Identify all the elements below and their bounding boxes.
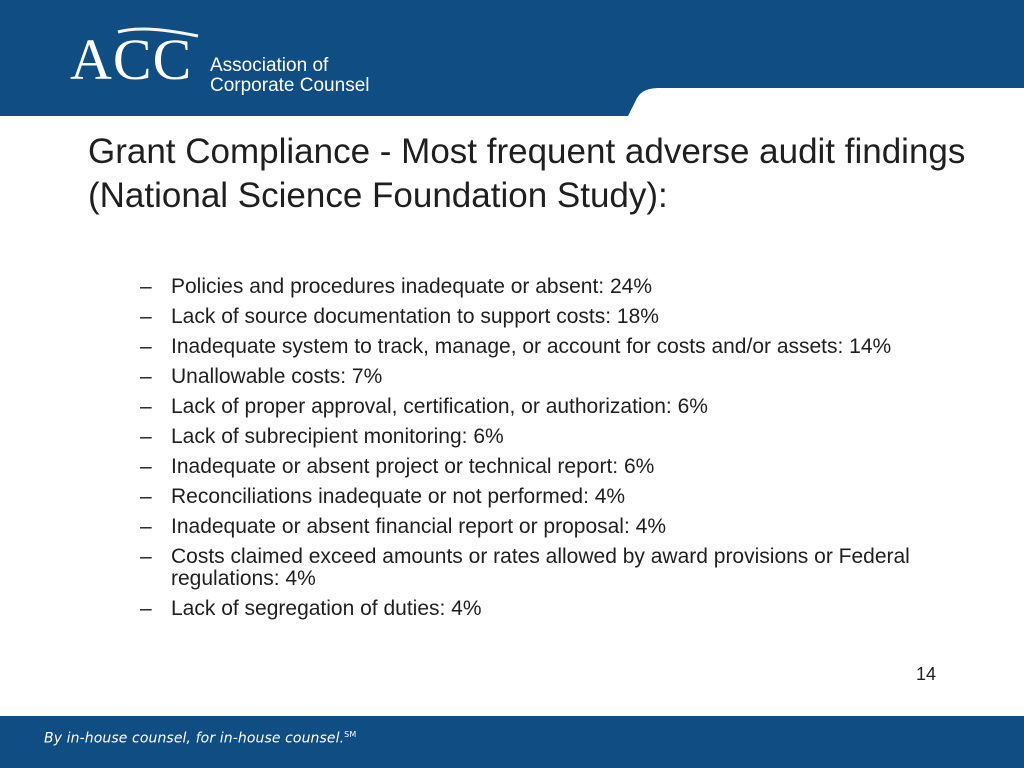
dash: – xyxy=(140,275,152,298)
bullet-text: Lack of proper approval, certification, or authorization: 6% xyxy=(171,395,708,418)
bullet-text: Lack of source documentation to support costs: 18% xyxy=(171,305,659,328)
bullet-item xyxy=(140,366,920,388)
bullet-text: Lack of segregation of duties: 4% xyxy=(171,597,482,620)
dash: – xyxy=(140,597,152,620)
org-name-line2: Corporate Counsel xyxy=(210,75,370,96)
tagline-text: By in-house counsel, for in-house counsel. xyxy=(44,730,345,747)
logo-text: ACC xyxy=(70,27,193,92)
bullet-item xyxy=(140,516,920,538)
dash: – xyxy=(140,545,152,568)
bullet-item xyxy=(140,276,920,298)
dash: – xyxy=(140,305,152,328)
dash: – xyxy=(140,455,152,478)
dash: – xyxy=(140,365,152,388)
bullet-item xyxy=(140,546,920,590)
bullet-item xyxy=(140,336,920,358)
bullet-text: Inadequate system to track, manage, or account for costs and/or assets: 14% xyxy=(171,335,892,358)
bullet-text: Unallowable costs: 7% xyxy=(171,365,383,388)
bullet-item xyxy=(140,486,920,508)
dash: – xyxy=(140,515,152,538)
service-mark: SM xyxy=(344,730,357,739)
bullet-item xyxy=(140,306,920,328)
bullet-text: Costs claimed exceed amounts or rates allowed by award provisions or Federal regulations: 4% xyxy=(171,545,910,590)
org-name xyxy=(210,56,369,96)
footer-band xyxy=(0,716,1024,768)
bullet-item xyxy=(140,456,920,478)
bullet-list xyxy=(140,276,920,628)
bullet-text: Lack of subrecipient monitoring: 6% xyxy=(171,425,504,448)
bullet-text: Policies and procedures inadequate or absent: 24% xyxy=(171,275,652,298)
footer-tagline xyxy=(44,730,356,747)
dash: – xyxy=(140,425,152,448)
bullet-item xyxy=(140,598,920,620)
dash: – xyxy=(140,335,152,358)
slide-title: Grant Compliance - Most frequent adverse audit findings (National Science Foundation Study): xyxy=(88,132,966,215)
acc-logo-icon xyxy=(70,27,193,92)
header-band xyxy=(0,0,1024,116)
bullet-text: Inadequate or absent project or technical report: 6% xyxy=(171,455,655,478)
page-number: 14 xyxy=(915,664,936,684)
dash: – xyxy=(140,395,152,418)
bullet-text: Inadequate or absent financial report or proposal: 4% xyxy=(171,515,666,538)
org-name-line1: Association of xyxy=(210,55,329,76)
bullet-item xyxy=(140,426,920,448)
bullet-item xyxy=(140,396,920,418)
bullet-text: Reconciliations inadequate or not performed: 4% xyxy=(171,485,626,508)
dash: – xyxy=(140,485,152,508)
